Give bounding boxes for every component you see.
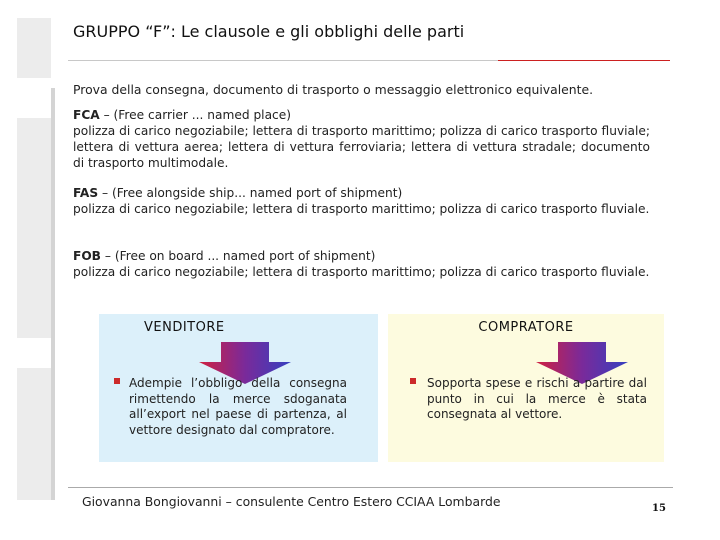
seller-bullet-icon xyxy=(114,378,120,384)
section-fca xyxy=(73,107,650,171)
title-underline-accent xyxy=(498,60,670,61)
section-fas-body: polizza di carico negoziabile; lettera di trasporto marittimo; polizza di carico trasporto fluviale. xyxy=(73,202,650,216)
buyer-text: Sopporta spese e rischi a partire dal punto in cui la merce è stata consegnata al vettore. xyxy=(427,376,647,421)
buyer-bullet-icon xyxy=(410,378,416,384)
term-fca: FCA xyxy=(73,108,100,122)
section-fca-heading: – (Free carrier ... named place) xyxy=(99,108,291,122)
side-divider xyxy=(51,88,55,500)
section-fas-heading: – (Free alongside ship... named port of shipment) xyxy=(98,186,403,200)
section-fob xyxy=(73,248,650,280)
section-fob-body: polizza di carico negoziabile; lettera di trasporto marittimo; polizza di carico trasporto fluviale. xyxy=(73,265,650,279)
side-decoration-top xyxy=(17,18,51,78)
seller-text: Adempie l’obbligo della consegna rimettendo la merce sdoganata all’export nel paese di partenza, al vettore designato dal compratore. xyxy=(129,376,347,437)
page-number: 15 xyxy=(652,503,666,514)
seller-title: VENDITORE xyxy=(144,320,225,335)
title-underline xyxy=(68,60,498,61)
page-title: GRUPPO “F”: Le clausole e gli obblighi delle parti xyxy=(73,22,465,41)
footer-divider xyxy=(68,487,673,488)
seller-box xyxy=(99,314,378,462)
buyer-title: COMPRATORE xyxy=(478,320,574,335)
lead-sentence: Prova della consegna, documento di trasporto o messaggio elettronico equivalente. xyxy=(73,82,594,97)
footer-credit: Giovanna Bongiovanni – consulente Centro Estero CCIAA Lombarde xyxy=(82,494,501,509)
term-fas: FAS xyxy=(73,186,99,200)
term-fob: FOB xyxy=(73,249,101,263)
side-decoration-bottom xyxy=(17,368,51,500)
side-decoration-middle xyxy=(17,118,51,338)
section-fca-body: polizza di carico negoziabile; lettera di trasporto marittimo; polizza di carico trasporto fluviale; lettera di vettura aerea; lettera di vettura ferroviaria; lettera di vettura stradale; documento di trasporto multimodale. xyxy=(73,124,650,170)
section-fob-heading: – (Free on board ... named port of shipment) xyxy=(100,249,376,263)
section-fas xyxy=(73,185,650,217)
buyer-box xyxy=(388,314,664,462)
